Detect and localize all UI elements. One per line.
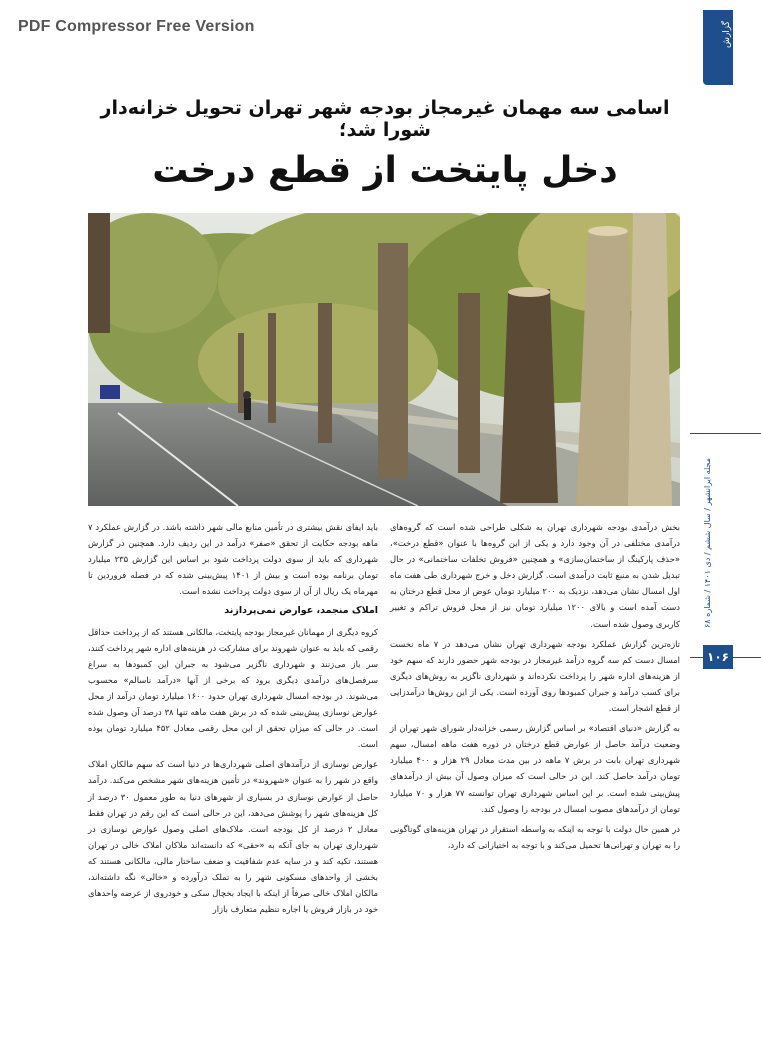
margin-rule-top — [690, 433, 761, 434]
paragraph: باید ایفای نقش بیشتری در تأمین منابع مالی شهر داشته باشد. در گزارش عملکرد ۷ ماهه بودجه حکایت از تحقق «صفر» درآمد در این ردیف دارد. همچنین در گزارش شهرداری که باید از سوی دولت پرداخت شود بر اساس این گزارش ۲۳۵ میلیارد تومان برنامه بوده است و بیش از ۱۴۰۱ پیش‌بینی شده که در فصله فروردین تا مهرماه یک ریال از آن از سوی دولت پرداخت نشده است. — [88, 522, 378, 597]
paragraph: به گزارش «دنیای اقتصاد» بر اساس گزارش رسمی خزانه‌دار شورای شهر تهران از وضعیت درآمد حاصل از عوارض قطع درختان در دوره هفت ماهه امسال، سهم شهرداری تهران بابت در برش ۷ ماهه در بین مدت معادل ۲۹ هزار و ۴۰۰ میلیارد تومان درآمد حاصل کند. این در حالی است که میزان وصول آن بیش از درآمدهای پیش‌بینی شده است. بر این اساس شهرداری تهران توانسته ۷۷ هزار و ۷۰ میلیارد تومان از درآمدهای مصوب امسال در بودجه را وصول کند. — [390, 723, 680, 814]
paragraph: در همین حال دولت با توجه به اینکه به واسطه استقرار در تهران هزینه‌های گوناگونی را به تهران و تهرانی‌ها تحمیل می‌کند و با توجه به اختیاراتی که دارد، — [390, 823, 680, 850]
paragraph: بخش درآمدی بودجه شهرداری تهران به شکلی طراحی شده است که گروه‌های درآمدی مختلفی در آن وجود دارد و یکی از این گروه‌ها با عنوان «قطع درخت»، «حذف پارکینگ از ساختمان‌سازی» و همچنین «فروش تخلفات ساختمانی» در حال تبدیل شدن به منبع ثابت درآمدی است. گزارش دخل و خرج شهرداری طی هفت ماه اول امسال نشان می‌دهد، نزدیک به ۲۰۰ میلیارد تومان عوض از محل قطع درختان به دست آمده است و بالای ۱۲۰۰ میلیارد تومان نیز از محل فروش تراکم و تغییر کاربری وصول شده است. — [390, 522, 680, 629]
kicker-title: اسامی سه مهمان غیرمجاز بودجه شهر تهران تحویل خزانه‌دار شورا شد؛ — [100, 97, 670, 141]
page-number: ۱۰۶ — [703, 645, 733, 669]
body-column-right — [390, 519, 680, 857]
paragraph: تازه‌ترین گزارش عملکرد بودجه شهرداری تهران نشان می‌دهد در ۷ ماه نخست امسال دست کم سه گروه درآمد غیرمجاز در بودجه شهر حضور دارند که سهم خود از هزینه‌های اداره شهر را پرداخت نکرده‌اند و شهرداری ناگزیر به روش‌های دیگری برای کسب درآمد و جبران کمبودها روی آورده است. یکی از این روش‌ها درآمدزایی از قطع اشجار است. — [390, 638, 681, 714]
article-photo — [88, 213, 680, 506]
paragraph: عوارض نوسازی از درآمدهای اصلی شهرداری‌ها در دنیا است که سهم مالکان املاک واقع در شهر را به عنوان «شهروند» در تأمین هزینه‌های شهر مشخص می‌کند. درآمد حاصل از عوارض نوسازی در بسیاری از شهرهای دنیا به طور معمول ۳۰ درصد از کل هزینه‌های شهر را پوشش می‌دهد، این در حالی است که این رقم در تهران فقط معادل ۲ درصد از کل بودجه است. ملاک‌های اصلی وصول عوارض نوسازی در شهرداری تهران به جای آنکه به «حقی» که دانسته‌اند ملاکان املاک خالی در تهران هستند، تکیه کند و در سایه عدم شفافیت و ضعف ساختار مالی، مالکانی هستند که بخشی از واحدهای مسکونی شهر را به تملک درآورده و «خالی» نگه داشته‌اند، مالکان املاک خالی صرفاً از اینکه با ایجاد بخچال سکی و خودروی از عرضه واحدهای خود در بازار فروش یا اجاره تنظیم متعارف بازار — [88, 759, 379, 915]
magazine-info-text: مجله ایرانشهر / سال ششم / دی ۱۴۰۱ / شماره ۶۸ — [702, 457, 712, 628]
paragraph: کروه دیگری از مهمانان غیرمجاز بودجه پایتخت، مالکانی هستند که از پرداخت حداقل رقمی که باید به عنوان شهروند برای مشارکت در هزینه‌های اداره شهر پرداخت کنند، سر باز می‌زنند و شهرداری ناگزیر می‌شود به جبران این کمبودها به سراغ سرفصل‌های درآمدی دیگری برود که برخی از آنها «درآمد ناسالم» محسوب می‌شوند. در بودجه امسال شهرداری تهران حدود ۱۶۰۰ میلیارد تومان درآمد از محل عوارض نوسازی پیش‌بینی شده که در برش هفت ماهه تنها ۳۸ درصد آن وصول شده است. در حالی که میزان تحقق از این محل رقمی معادل ۴۵۲ میلیارد تومان بوده است. — [88, 626, 379, 750]
magazine-info — [696, 448, 716, 638]
watermark: PDF Compressor Free Version — [18, 18, 255, 35]
photo-street-trees — [88, 213, 680, 506]
body-column-left — [88, 519, 378, 921]
section-subhead: املاک منجمد، عوارض نمی‌پردازند — [224, 605, 378, 617]
section-tab-label: گزارش — [722, 20, 732, 49]
headline: دخل پایتخت از قطع درخت — [152, 150, 618, 191]
section-tab — [703, 10, 733, 85]
